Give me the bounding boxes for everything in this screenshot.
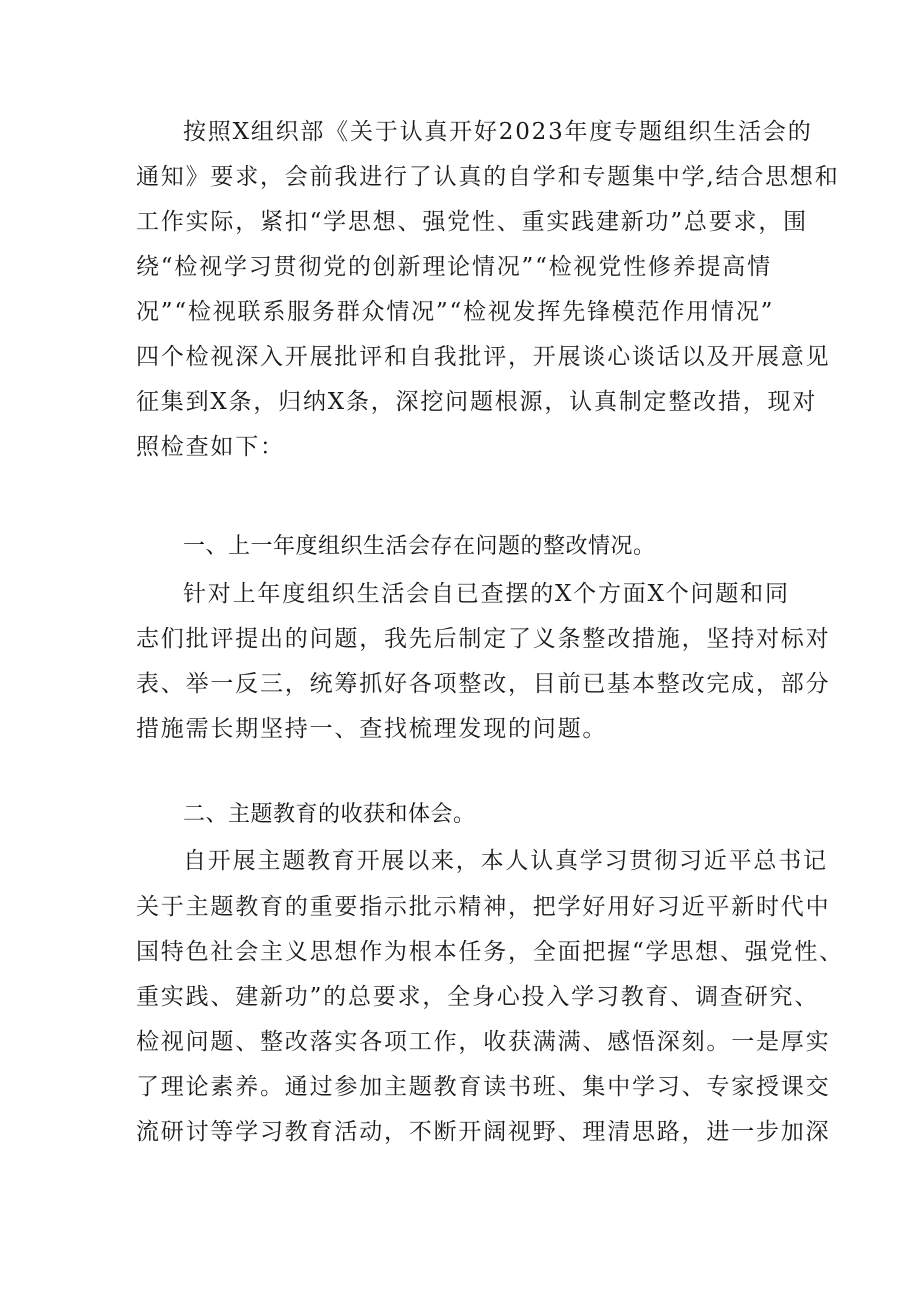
intro-line-6: 四个检视深入开展批评和自我批评，开展谈心谈话以及开展意见: [136, 344, 831, 370]
intro-line-1: 按照X组织部《关于认真开好2023年度专题组织生活会的: [183, 119, 813, 145]
section-2-line-3: 国特色社会主义思想作为根本任务，全面把握“学思想、强党性、: [136, 939, 844, 965]
section-1-line-3: 表、举一反三，统筹抓好各项整改，目前已基本整改完成，部分: [136, 671, 831, 697]
section-2-line-6: 了理论素养。通过参加主题教育读书班、集中学习、专家授课交: [136, 1074, 831, 1100]
section-2-line-7: 流研讨等学习教育活动，不断开阔视野、理清思路，进一步加深: [136, 1119, 831, 1145]
intro-line-5: 况”“检视联系服务群众情况”“检视发挥先锋模范作用情况”: [136, 299, 775, 325]
section-1-heading: 一、上一年度组织生活会存在问题的整改情况。: [183, 534, 656, 559]
intro-line-8: 照检查如下：: [136, 434, 285, 460]
section-1-line-1: 针对上年度组织生活会自已查摆的X个方面X个问题和同: [183, 581, 790, 607]
section-1-line-4: 措施需长期坚持一、查找梳理发现的问题。: [136, 716, 608, 742]
intro-line-2: 通知》要求，会前我进行了认真的自学和专题集中学,结合思想和: [136, 164, 840, 190]
intro-line-4: 绕“检视学习贯彻党的创新理论情况”“检视党性修养提高情: [136, 254, 772, 280]
section-2-line-1: 自开展主题教育开展以来，本人认真学习贯彻习近平总书记: [183, 848, 828, 874]
section-2-line-4: 重实践、建新功”的总要求，全身心投入学习教育、调查研究、: [136, 984, 820, 1010]
section-1-line-2: 志们批评提出的问题，我先后制定了义条整改措施，坚持对标对: [136, 626, 831, 652]
section-2-line-5: 检视问题、整改落实各项工作，收获满满、感悟深刻。一是厚实: [136, 1029, 831, 1055]
intro-line-3: 工作实际，紧扣“学思想、强党性、重实践建新功”总要求，围: [136, 209, 808, 235]
intro-line-7: 征集到X条，归纳X条，深挖问题根源，认真制定整改措，现对: [136, 389, 818, 415]
section-2-heading: 二、主题教育的收获和体会。: [183, 802, 476, 827]
section-2-line-2: 关于主题教育的重要指示批示精神，把学好用好习近平新时代中: [136, 894, 831, 920]
